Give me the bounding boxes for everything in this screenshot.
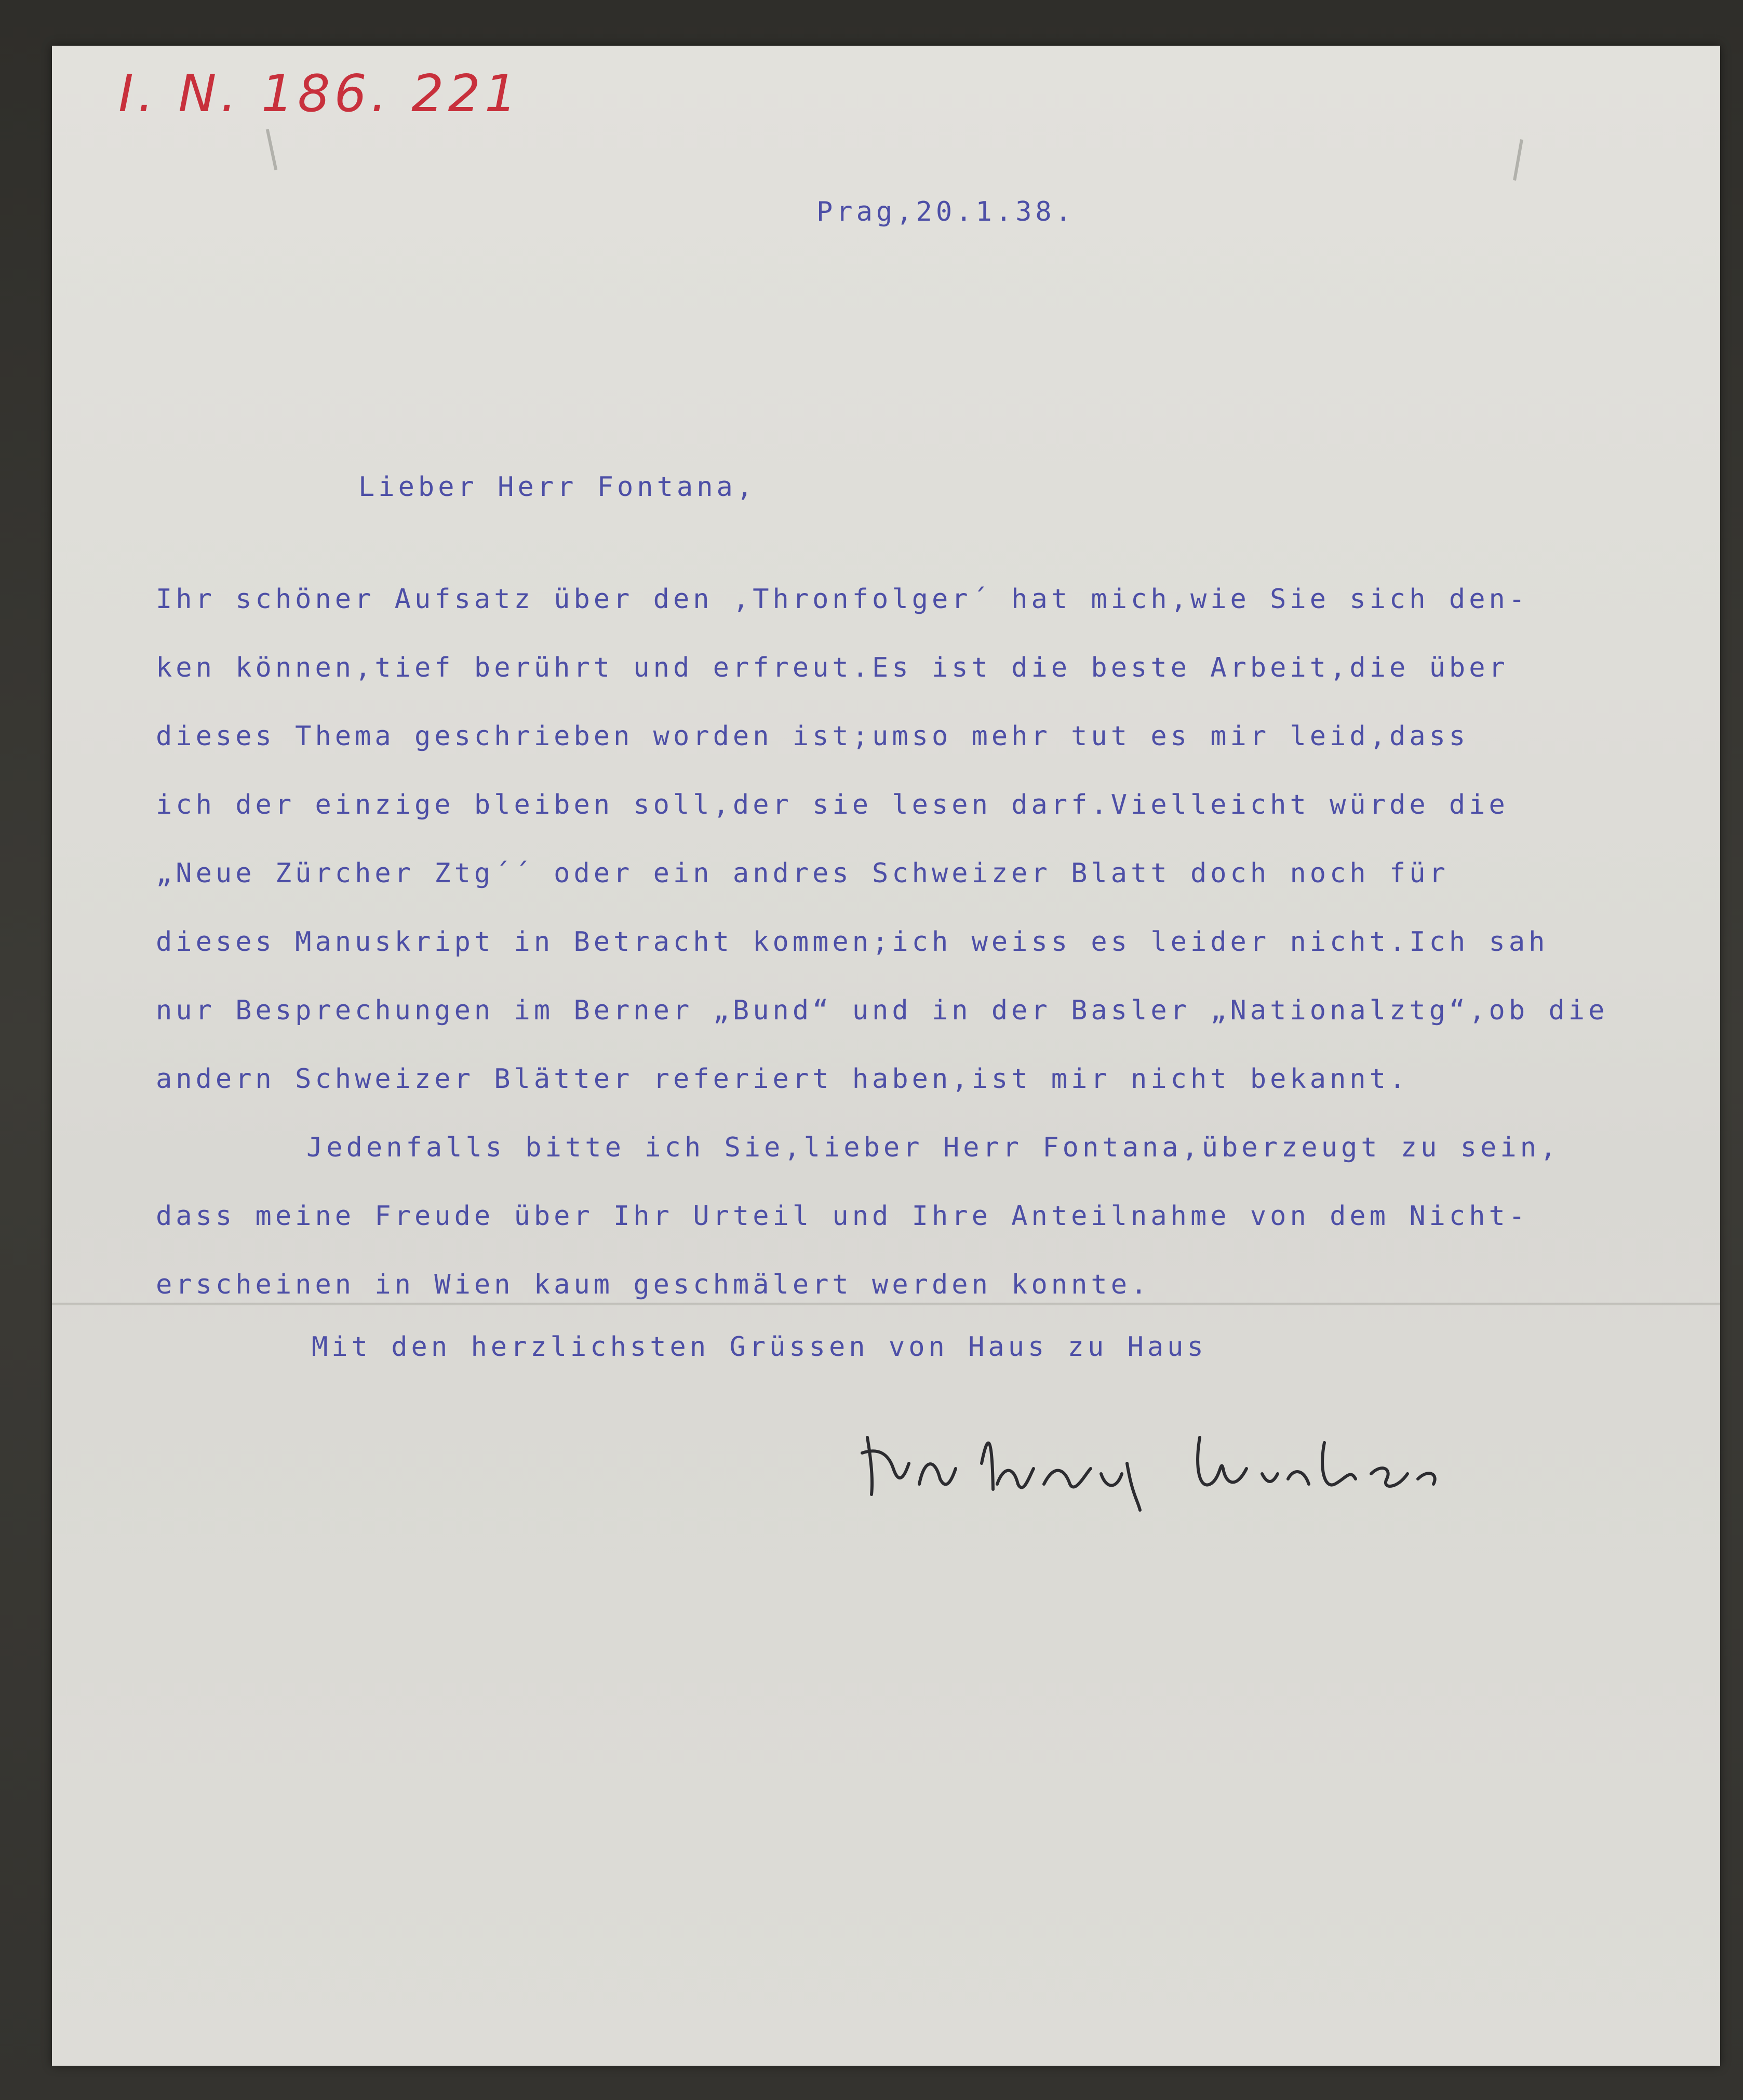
- body-line: dieses Thema geschrieben worden ist;umso mehr tut es mir leid,dass: [156, 721, 1469, 752]
- letter-salutation: Lieber Herr Fontana,: [358, 472, 757, 503]
- handwritten-signature: [857, 1406, 1480, 1520]
- letter-body: [156, 565, 1646, 1319]
- body-line: nur Besprechungen im Berner „Bund“ und in der Basler „Nationalztg“,ob die: [156, 995, 1608, 1026]
- body-line: ken können,tief berührt und erfreut.Es ist die beste Arbeit,die über: [156, 652, 1509, 683]
- body-line: „Neue Zürcher Ztg´´ oder ein andres Schweizer Blatt doch noch für: [156, 858, 1449, 889]
- paper-crease-mark: [1513, 139, 1523, 181]
- body-line: dass meine Freude über Ihr Urteil und Ihre Anteilnahme von dem Nicht-: [156, 1201, 1529, 1232]
- paper-crease-mark: [266, 129, 278, 170]
- letter-date: Prag,20.1.38.: [816, 196, 1075, 227]
- body-line: dieses Manuskript in Betracht kommen;ich weiss es leider nicht.Ich sah: [156, 926, 1549, 958]
- letter-sheet: [52, 46, 1720, 2066]
- body-line: ich der einzige bleiben soll,der sie lesen darf.Vielleicht würde die: [156, 789, 1509, 820]
- body-line: andern Schweizer Blätter referiert haben,ist mir nicht bekannt.: [156, 1064, 1410, 1095]
- body-line: erscheinen in Wien kaum geschmälert werden konnte.: [156, 1269, 1151, 1300]
- body-line: Jedenfalls bitte ich Sie,lieber Herr Fontana,überzeugt zu sein,: [306, 1132, 1560, 1163]
- archive-number: I. N. 186. 221: [118, 64, 521, 124]
- body-line: Ihr schöner Aufsatz über den ‚Thronfolger´ hat mich,wie Sie sich den-: [156, 584, 1529, 615]
- letter-closing: Mit den herzlichsten Grüssen von Haus zu Haus: [312, 1331, 1207, 1363]
